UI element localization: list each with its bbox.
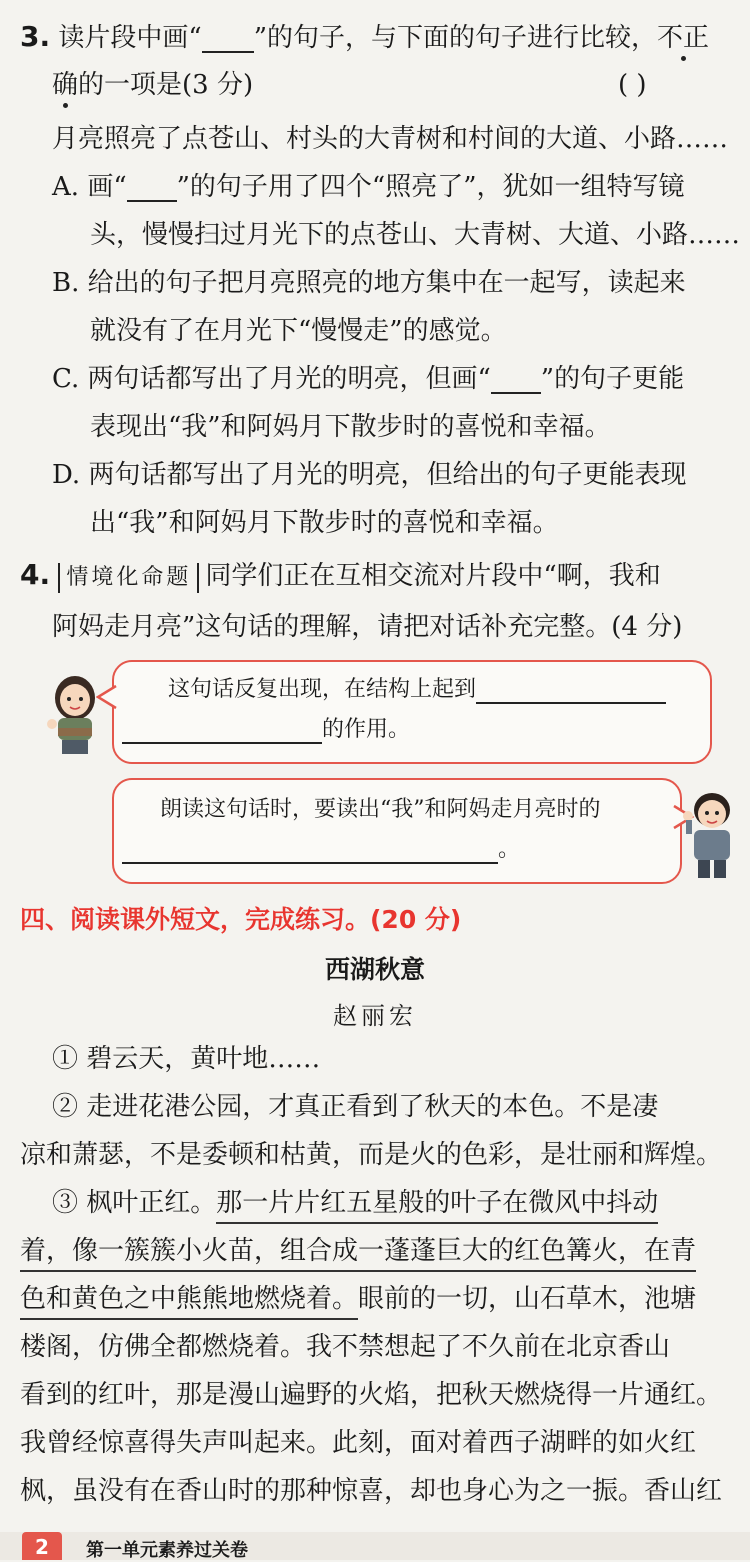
passage-author: 赵丽宏 [333, 1002, 417, 1030]
p3-text: ③ 枫叶正红。 [52, 1188, 217, 1218]
option-text: 给出的句子把月亮照亮的地方集中在一起写，读起来 [87, 268, 686, 298]
footer-title: 第一单元素养过关卷 [86, 1540, 248, 1561]
bubble2-text: 。 [498, 837, 521, 862]
option-label: B. [52, 268, 80, 298]
option-text: ”的句子更能 [540, 364, 685, 394]
option-label: C. [52, 364, 80, 394]
q3-option-a-line2: 头，慢慢扫过月光下的点苍山、大青树、大道、小路…… [90, 220, 741, 250]
paragraph-1: ① 碧云天，黄叶地…… [52, 1044, 321, 1074]
paragraph-2-line1: ② 走进花港公园，才真正看到了秋天的本色。不是凄 [52, 1092, 659, 1122]
q4-stem-line1 [20, 560, 661, 593]
q3-number: 3. [20, 20, 51, 53]
q4-tag: 情境化命题 [58, 563, 199, 593]
q3-stem-line2 [52, 70, 253, 100]
underlined-sentence: 着，像一簇簇小火苗，组合成一蓬蓬巨大的红色篝火，在青 [20, 1236, 696, 1272]
bubble1-line1 [168, 676, 666, 704]
option-text: 画“ [87, 172, 127, 202]
paragraph-3-line4: 楼阁，仿佛全都燃烧着。我不禁想起了不久前在北京香山 [20, 1332, 671, 1362]
q3-stem-line1 [20, 22, 709, 53]
option-blank [127, 178, 177, 202]
q3-emphasis: 不正 [656, 23, 709, 53]
q3-option-d-line1[interactable] [52, 460, 686, 490]
bubble1-blank-2[interactable] [122, 722, 322, 744]
q3-blank[interactable] [202, 29, 254, 53]
paragraph-3-line5: 看到的红叶，那是漫山遍野的火焰，把秋天燃烧得一片通红。 [20, 1380, 723, 1410]
option-blank [491, 370, 541, 394]
option-text: 两句话都写出了月光的明亮，但给出的句子更能表现 [88, 460, 687, 490]
paragraph-2-line2: 凉和萧瑟，不是委顿和枯黄，而是火的色彩，是壮丽和辉煌。 [20, 1140, 723, 1170]
p3-text: 眼前的一切，山石草木，池塘 [358, 1284, 697, 1314]
bubble-pointer [96, 684, 118, 710]
bubble2-line1: 朗读这句话时，要读出“我”和阿妈走月亮时的 [160, 797, 601, 822]
q3-emphasis-2: 确 [52, 70, 79, 100]
bubble1-blank-1[interactable] [476, 682, 666, 704]
bubble2-blank[interactable] [122, 842, 498, 864]
q3-stem-part: ”的句子，与下面的句子进行比较， [253, 23, 657, 53]
q3-quote: 月亮照亮了点苍山、村头的大青树和村间的大道、小路…… [52, 124, 729, 154]
q3-stem-part: 读片段中画“ [58, 23, 202, 53]
option-label: D. [52, 460, 81, 490]
dialog-bubble-2 [112, 778, 682, 884]
q3-option-c-line1[interactable] [52, 364, 684, 394]
underlined-sentence: 那一片片红五星般的叶子在微风中抖动 [216, 1188, 658, 1224]
bubble1-text: 这句话反复出现，在结构上起到 [168, 677, 477, 702]
q3-answer-paren[interactable]: ( ) [618, 70, 647, 100]
paragraph-3-line7: 枫，虽没有在香山时的那种惊喜，却也身心为之一振。香山红 [20, 1476, 723, 1506]
passage-title: 西湖秋意 [324, 955, 425, 984]
bubble1-text: 的作用。 [322, 717, 411, 742]
page-number: 2 [22, 1532, 62, 1560]
boy-avatar-icon [680, 786, 744, 882]
bubble1-line2 [122, 716, 410, 744]
q3-option-c-line2: 表现出“我”和阿妈月下散步时的喜悦和幸福。 [90, 412, 611, 442]
paragraph-3-line6: 我曾经惊喜得失声叫起来。此刻，面对着西子湖畔的如火红 [20, 1428, 697, 1458]
q3-option-a-line1[interactable] [52, 172, 685, 202]
paragraph-3-line1 [52, 1188, 658, 1218]
underlined-sentence: 色和黄色之中熊熊地燃烧着。 [20, 1284, 358, 1320]
paragraph-3-line2 [20, 1236, 696, 1266]
q3-option-b-line2: 就没有了在月光下“慢慢走”的感觉。 [90, 316, 507, 346]
paragraph-3-line3 [20, 1284, 696, 1314]
q3-option-d-line2: 出“我”和阿妈月下散步时的喜悦和幸福。 [90, 508, 559, 538]
q4-stem-line2: 阿妈走月亮”这句话的理解，请把对话补充完整。(4 分) [52, 612, 683, 642]
option-label: A. [52, 172, 80, 202]
option-text: 两句话都写出了月光的明亮，但画“ [87, 364, 491, 394]
q3-option-b-line1[interactable] [52, 268, 686, 298]
bubble2-line2 [122, 836, 520, 864]
q4-stem-part: 同学们正在互相交流对片段中“啊，我和 [205, 561, 661, 591]
q4-number: 4. [20, 558, 51, 591]
girl-avatar-icon [40, 668, 110, 758]
q3-stem-part: 的一项是(3 分) [78, 70, 254, 100]
section-heading: 四、阅读课外短文，完成练习。(20 分) [20, 905, 462, 934]
option-text: ”的句子用了四个“照亮了”，犹如一组特写镜 [176, 172, 685, 202]
